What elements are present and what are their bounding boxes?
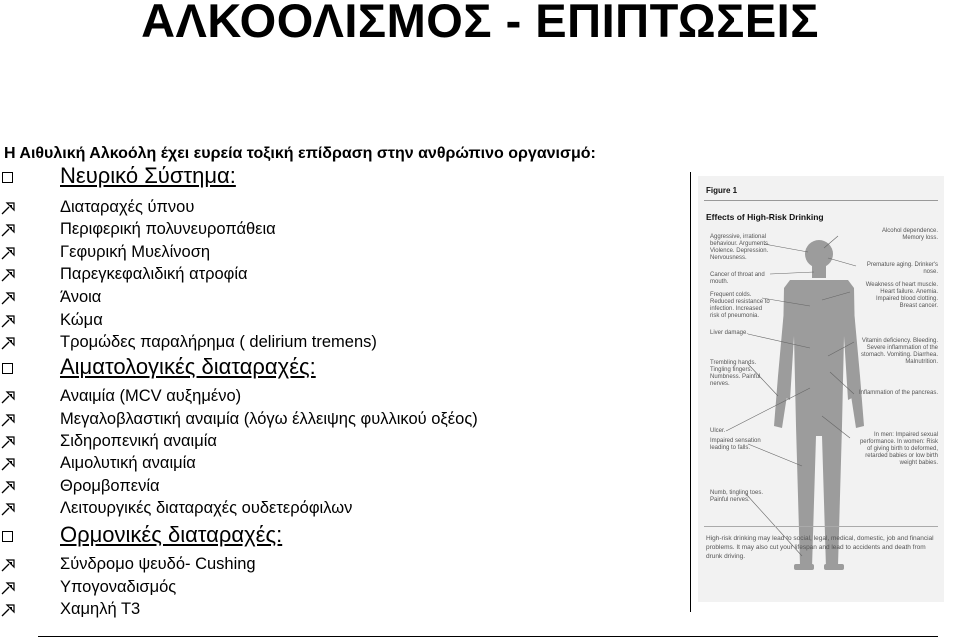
arrow-bullet-icon	[0, 335, 18, 351]
callout-right: Weakness of heart muscle. Heart failure. Anemia. Impaired blood clotting. Breast cancer.	[865, 282, 938, 309]
callout-left: Aggressive, irrational behaviour. Arguments. Violence. Depression. Nervousness.	[710, 234, 770, 261]
arrow-bullet-icon	[0, 245, 18, 261]
arrow-bullet-icon	[0, 479, 18, 495]
arrow-bullet-icon	[0, 412, 18, 428]
callout-right: In men: Impaired sexual performance. In women: Risk of giving birth to deformed, retarded babies or low birth weight babies.	[859, 432, 938, 466]
callout-right: Premature aging. Drinker's nose.	[866, 262, 938, 275]
figure-divider	[690, 172, 691, 612]
callout-left: Numb, tingling toes. Painful nerves.	[710, 490, 764, 503]
figure-caption: Effects of High-Risk Drinking	[706, 212, 824, 222]
arrow-bullet-icon	[0, 456, 18, 472]
callout-right: Alcohol dependence. Memory loss.	[881, 228, 938, 241]
arrow-bullet-icon	[0, 557, 18, 573]
callout-right: Inflammation of the pancreas.	[858, 390, 938, 396]
figure-high-risk-drinking	[698, 176, 944, 602]
square-bullet-icon	[2, 172, 13, 183]
square-bullet-icon	[2, 363, 13, 374]
arrow-bullet-icon	[0, 313, 18, 329]
intro-text: Η Αιθυλική Αλκοόλη έχει ευρεία τοξική επίδραση στην ανθρώπινο οργανισμό:	[4, 145, 596, 162]
page-title: ΑΛΚΟΟΛΙΣΜΟΣ - ΕΠΙΠΤΩΣΕΙΣ	[141, 0, 819, 47]
callout-right: Vitamin deficiency. Bleeding. Severe inflammation of the stomach. Vomiting. Diarrhea. Malnutrition.	[860, 338, 938, 365]
section-heading: Αιματολογικές διαταραχές:	[60, 354, 316, 379]
arrow-bullet-icon	[0, 267, 18, 283]
slide-bottom-rule	[38, 636, 938, 637]
arrow-bullet-icon	[0, 200, 18, 216]
section-heading: Ορμονικές διαταραχές:	[60, 522, 283, 547]
section-heading: Νευρικό Σύστημα:	[60, 163, 236, 188]
figure-footer: High-risk drinking may lead to social, legal, medical, domestic, job and financial problems. It may also cut your lifespan and lead to accidents and death from drunk driving.	[706, 535, 934, 560]
arrow-bullet-icon	[0, 602, 18, 618]
figure-label: Figure 1	[706, 186, 738, 195]
arrow-bullet-icon	[0, 222, 18, 238]
arrow-bullet-icon	[0, 501, 18, 517]
callout-left: Liver damage.	[710, 330, 749, 336]
arrow-bullet-icon	[0, 580, 18, 596]
callout-left: Trembling hands. Tingling fingers. Numbness. Painful nerves.	[710, 360, 761, 387]
arrow-bullet-icon	[0, 290, 18, 306]
callout-left: Cancer of throat and mouth.	[710, 272, 765, 285]
square-bullet-icon	[2, 531, 13, 542]
arrow-bullet-icon	[0, 434, 18, 450]
callout-left: Impaired sensation leading to falls.	[710, 438, 761, 451]
callout-left: Frequent colds. Reduced resistance to infection. Increased risk of pneumonia.	[710, 292, 770, 319]
callout-left: Ulcer.	[710, 428, 726, 434]
arrow-bullet-icon	[0, 389, 18, 405]
